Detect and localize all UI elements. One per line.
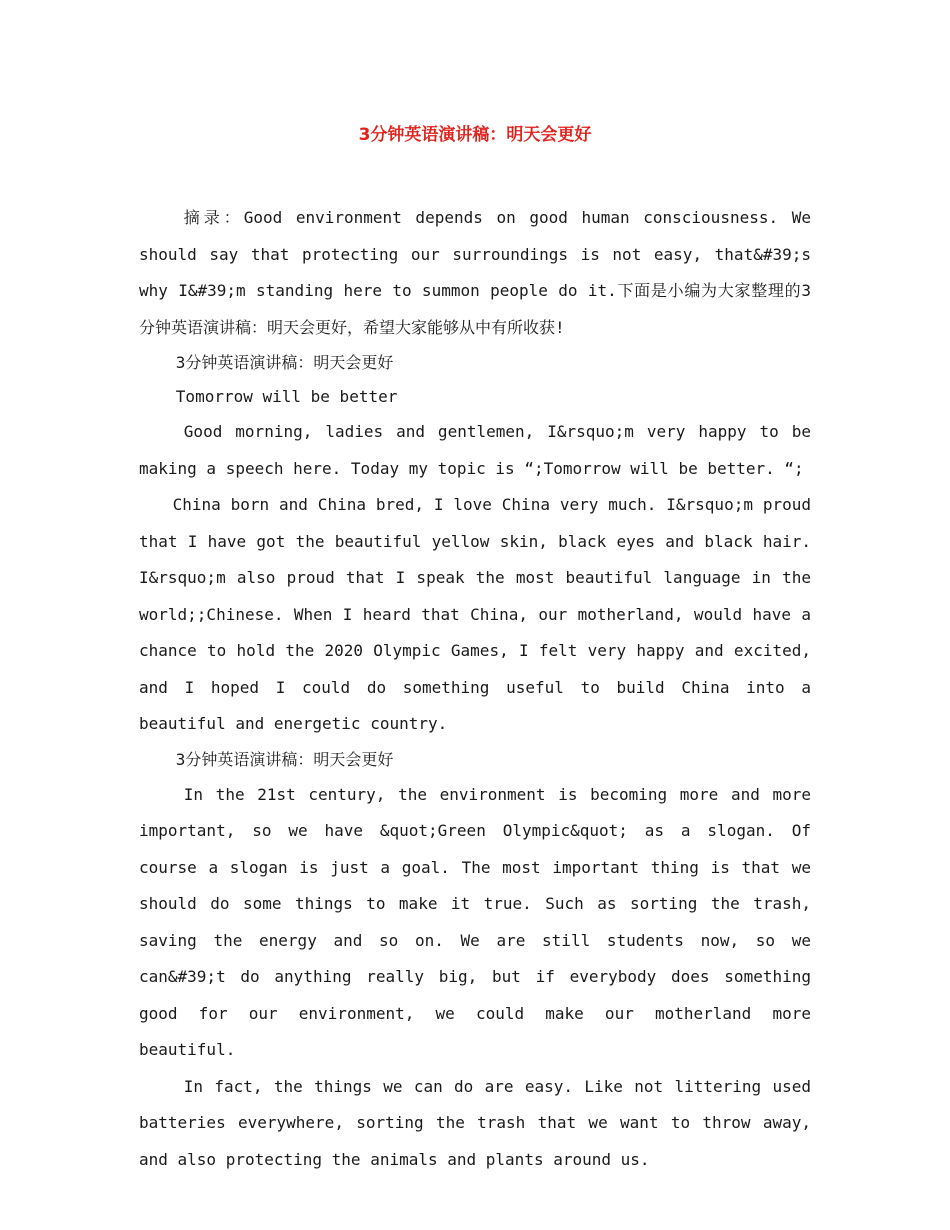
document-body <box>139 118 811 1178</box>
speech-title: Tomorrow will be better <box>175 387 398 406</box>
section-heading: 3分钟英语演讲稿：明天会更好 <box>175 749 394 769</box>
china-paragraph: China born and China bred, I love China very much. I&rsquo;m proud that I have got the beautiful yellow skin, black eyes and black hair. I&rsquo;m also proud that I speak the most beautiful language in the world;;Chinese. When I heard that China, our motherland, would have a chance to hold the 2020 Olympic Games, I felt very happy and excited, and I hoped I could do something useful to build China into a beautiful and energetic country. <box>139 495 811 733</box>
section-heading: 3分钟英语演讲稿：明天会更好 <box>175 353 394 372</box>
environment-paragraph: In the 21st century, the environment is becoming more and more important, so we have &quot;Green Olympic&quot; as a slogan. Of course a slogan is just a goal. The most important thing is that we should do some things to make it true. Such as sorting the trash, saving the energy and so on. We are still students now, so we can&#39;t do anything really big, but if everybody does something good for our environment, we could make our motherland more beautiful. <box>139 784 811 1059</box>
document-title: 3分钟英语演讲稿：明天会更好 <box>358 125 592 145</box>
abstract-paragraph: 摘录：Good environment depends on good human consciousness. We should say that protecting our surroundings is not easy, that&#39;s why I&#39;m standing here to summon people do it.下面是小编为大家整理的3分钟英语演讲稿：明天会更好，希望大家能够从中有所收获! <box>139 208 811 337</box>
actions-paragraph: In fact, the things we can do are easy. Like not littering used batteries everywhere, sorting the trash that we want to throw away, and also protecting the animals and plants around us. <box>139 1076 811 1169</box>
greeting-paragraph: Good morning, ladies and gentlemen, I&rsquo;m very happy to be making a speech here. Today my topic is “;Tomorrow will be better. “; <box>139 422 811 478</box>
